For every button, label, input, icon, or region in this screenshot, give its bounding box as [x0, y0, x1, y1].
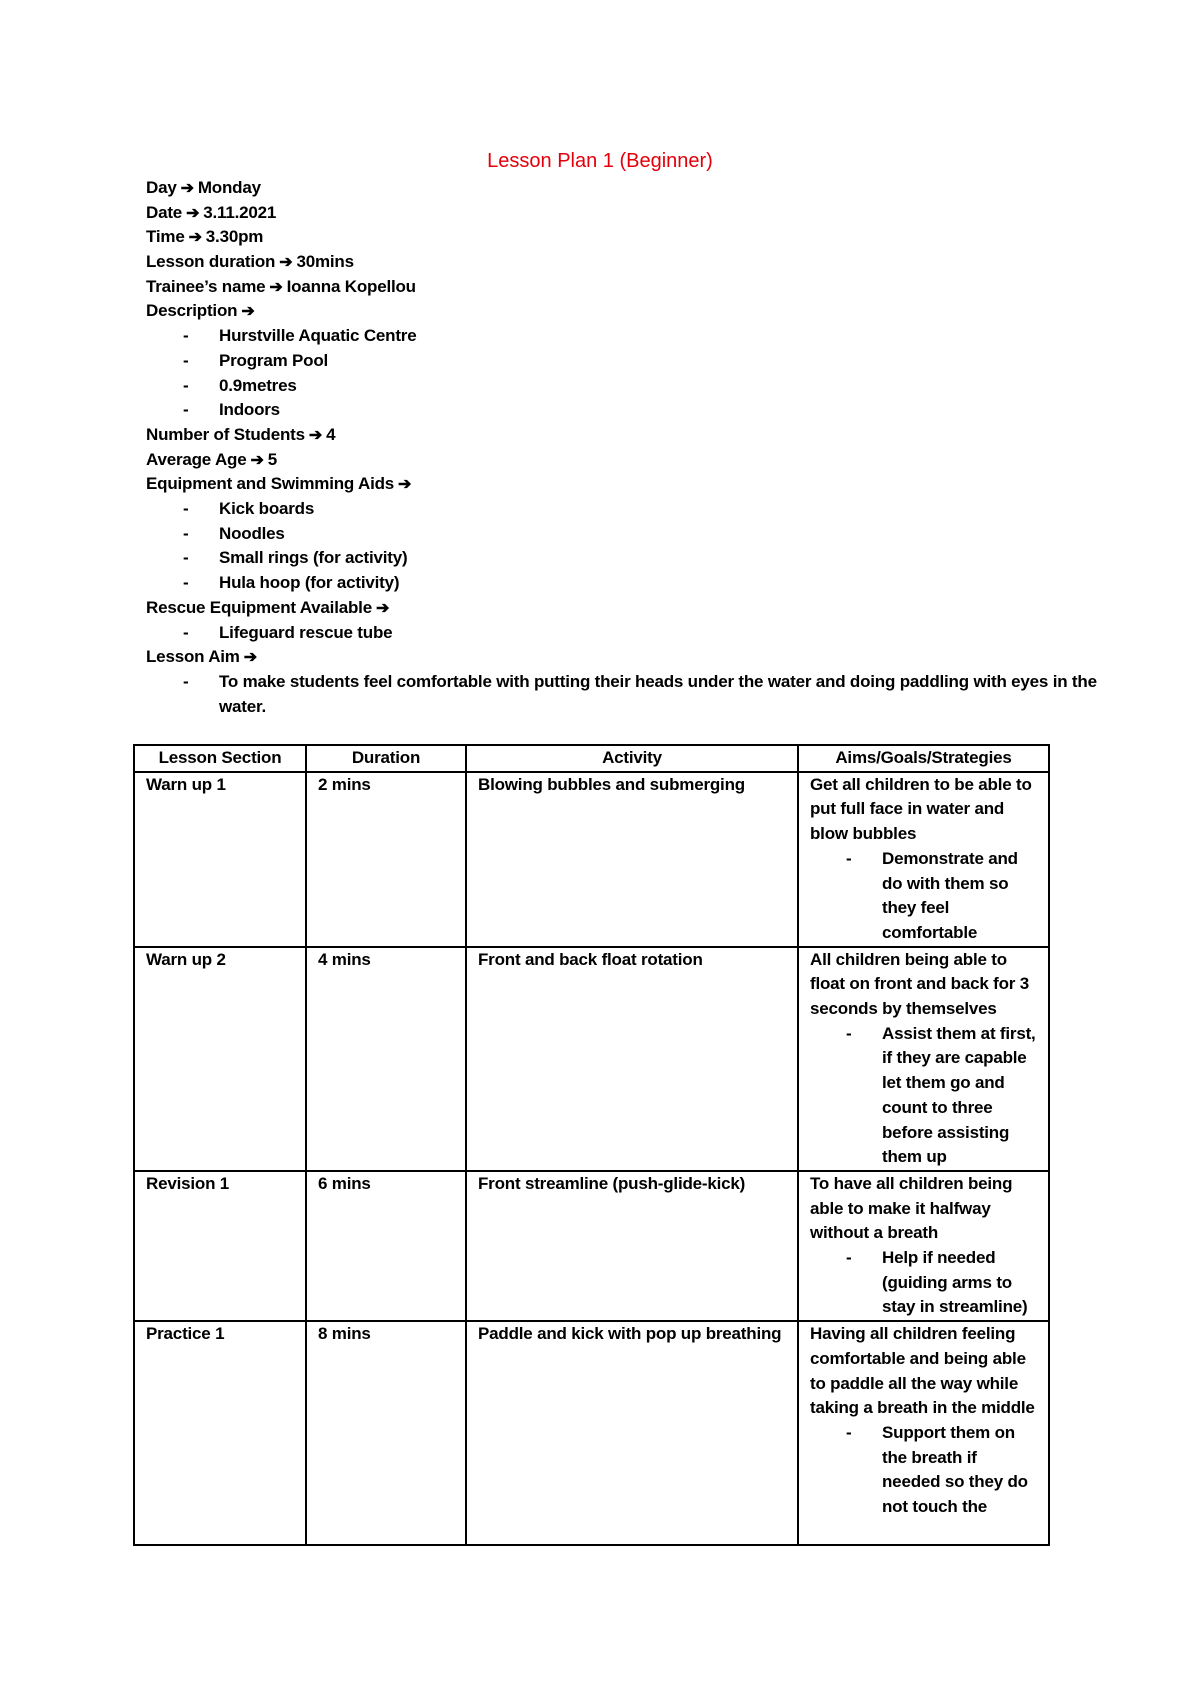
- lesson-section-cell: Warn up 2: [134, 947, 306, 1171]
- info-label: Lesson Aim: [146, 647, 240, 667]
- duration-cell: 2 mins: [306, 772, 466, 947]
- description-item: - Program Pool: [183, 350, 329, 370]
- info-value: 3.11.2021: [203, 202, 277, 222]
- arrow-icon: ➔: [243, 649, 257, 667]
- info-value: 3.30pm: [205, 227, 264, 247]
- duration-cell: 4 mins: [306, 947, 466, 1171]
- info-label: Rescue Equipment Available: [146, 597, 372, 617]
- info-label: Number of Students: [146, 424, 305, 444]
- lesson-plan-table: [133, 744, 1050, 1546]
- arrow-icon: ➔: [398, 476, 412, 494]
- info-label: Time: [146, 227, 185, 247]
- table-header-row: [134, 745, 1049, 772]
- arrow-icon: ➔: [269, 278, 283, 296]
- info-label: Lesson duration: [146, 252, 276, 272]
- arrow-icon: ➔: [375, 599, 390, 617]
- column-header: Lesson Section: [134, 745, 306, 772]
- duration-cell: 6 mins: [306, 1171, 466, 1321]
- lesson-section-cell: Practice 1: [134, 1321, 306, 1545]
- info-time: [146, 225, 1066, 250]
- arrow-icon: ➔: [180, 180, 194, 197]
- arrow-icon: ➔: [188, 229, 202, 247]
- strategy-item: - Support them on the breath if needed so they do not touch the: [846, 1422, 1028, 1517]
- aims-cell: [798, 947, 1049, 1171]
- column-header: Activity: [466, 745, 798, 772]
- info-number-of-students: [146, 423, 1066, 448]
- arrow-icon: ➔: [279, 254, 293, 272]
- info-label: Day: [146, 178, 177, 197]
- info-label: Date: [146, 202, 183, 222]
- strategy-item: - Help if needed (guiding arms to stay in streamline): [846, 1248, 1028, 1317]
- activity-cell: Paddle and kick with pop up breathing: [466, 1321, 798, 1545]
- aim-item: - To make students feel comfortable with putting their heads under the water and doing paddling with eyes in the water.: [183, 671, 1097, 716]
- strategy-item: - Demonstrate and do with them so they feel comfortable: [846, 848, 1018, 942]
- info-day: [146, 176, 1066, 201]
- table-row: [134, 772, 1049, 947]
- info-value: 5: [267, 449, 277, 469]
- info-value: Ioanna Kopellou: [286, 276, 416, 296]
- table-row: [134, 1321, 1049, 1545]
- duration-cell: 8 mins: [306, 1321, 466, 1545]
- info-label: Trainee’s name: [146, 276, 266, 296]
- arrow-icon: ➔: [308, 426, 323, 444]
- table-row: [134, 947, 1049, 1171]
- info-value: Monday: [197, 178, 261, 197]
- info-label: Description: [146, 301, 238, 321]
- strategy-item: - Assist them at first, if they are capable let them go and count to three before assisting them up: [846, 1023, 1036, 1167]
- activity-cell: Blowing bubbles and submerging: [466, 772, 798, 947]
- info-date: [146, 201, 1066, 226]
- aim-text: To have all children being able to make it halfway without a breath: [810, 1173, 1013, 1243]
- equipment-heading: [146, 472, 1066, 497]
- description-item: - Hurstville Aquatic Centre: [183, 326, 417, 346]
- info-value: 30mins: [296, 252, 354, 272]
- arrow-icon: ➔: [250, 451, 264, 469]
- equipment-item: - Small rings (for activity): [183, 548, 408, 568]
- arrow-icon: ➔: [241, 303, 255, 321]
- activity-cell: Front streamline (push-glide-kick): [466, 1171, 798, 1321]
- aims-cell: [798, 1321, 1049, 1545]
- equipment-item: - Hula hoop (for activity): [183, 573, 400, 593]
- description-heading: [146, 299, 1066, 324]
- info-trainee-name: [146, 275, 1066, 300]
- info-average-age: [146, 448, 1066, 473]
- aims-cell: [798, 1171, 1049, 1321]
- aim-heading: [146, 645, 1066, 670]
- rescue-heading: [146, 596, 1066, 621]
- column-header: Aims/Goals/Strategies: [798, 745, 1049, 772]
- aim-text: Having all children feeling comfortable and being able to paddle all the way while taking a breath in the middle: [810, 1324, 1035, 1418]
- info-label: Equipment and Swimming Aids: [146, 474, 395, 494]
- lesson-info: [146, 176, 1097, 719]
- info-label: Average Age: [146, 449, 247, 469]
- description-item: - 0.9metres: [183, 375, 297, 395]
- activity-cell: Front and back float rotation: [466, 947, 798, 1171]
- lesson-section-cell: Warn up 1: [134, 772, 306, 947]
- equipment-item: - Kick boards: [183, 499, 315, 518]
- rescue-item: - Lifeguard rescue tube: [183, 622, 393, 642]
- equipment-item: - Noodles: [183, 523, 285, 543]
- aims-cell: [798, 772, 1049, 947]
- description-item: - Indoors: [183, 400, 280, 420]
- info-value: 4: [326, 424, 336, 444]
- arrow-icon: ➔: [186, 204, 200, 222]
- page-title: Lesson Plan 1 (Beginner): [487, 150, 713, 172]
- info-lesson-duration: [146, 250, 1066, 275]
- column-header: Duration: [306, 745, 466, 772]
- aim-text: Get all children to be able to put full face in water and blow bubbles: [810, 774, 1032, 844]
- aim-text: All children being able to float on front and back for 3 seconds by themselves: [810, 949, 1029, 1019]
- lesson-section-cell: Revision 1: [134, 1171, 306, 1321]
- table-row: [134, 1171, 1049, 1321]
